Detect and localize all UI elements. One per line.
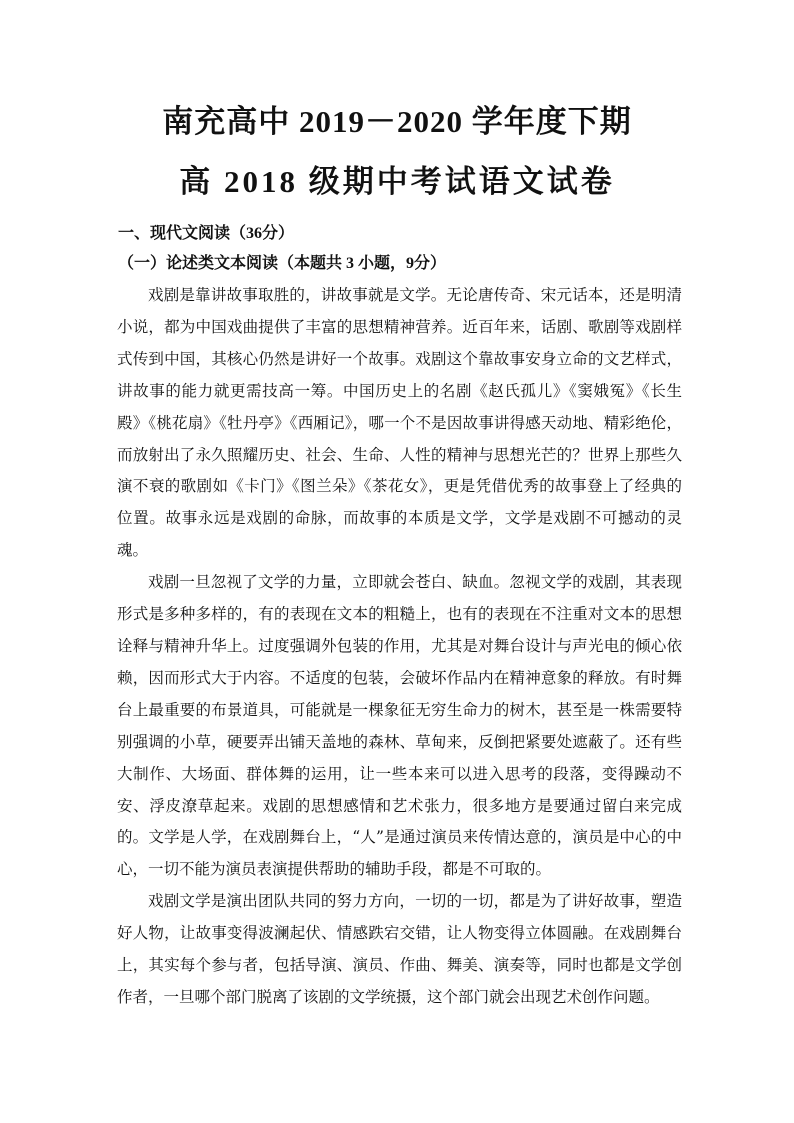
exam-subtitle: 高 2018 级期中考试语文试卷: [179, 164, 615, 199]
passage-paragraph-1: 戏剧是靠讲故事取胜的，讲故事就是文学。无论唐传奇、宋元话本，还是明清小说，都为中国戏曲提供了丰富的思想精神营养。近百年来，话剧、歌剧等戏剧样式传到中国，其核心仍然是讲好一个故事。戏剧这个靠故事安身立命的文艺样式，讲故事的能力就更需技高一筹。中国历史上的名剧《赵氏孤儿》《窦娥冤》《长生殿》《桃花扇》《牡丹亭》《西厢记》，哪一个不是因故事讲得感天动地、精彩绝伦，而放射出了永久照耀历史、社会、生命、人性的精神与思想光芒的？世界上那些久演不衰的歌剧如《卡门》《图兰朵》《茶花女》，更是凭借优秀的故事登上了经典的位置。故事永远是戏剧的命脉，而故事的本质是文学，文学是戏剧不可撼动的灵魂。: [117, 286, 682, 560]
passage-paragraph-3: 戏剧文学是演出团队共同的努力方向，一切的一切，都是为了讲好故事，塑造好人物，让故事变得波澜起伏、情感跌宕交错，让人物变得立体圆融。在戏剧舞台上，其实每个参与者，包括导演、演员、作曲、舞美、演奏等，同时也都是文学创作者，一旦哪个部门脱离了该剧的文学统摄，这个部门就会出现艺术创作问题。: [117, 892, 682, 1006]
subsection-heading: （一）论述类文本阅读（本题共 3 小题，9分）: [118, 255, 447, 272]
section-heading: 一、现代文阅读（36分）: [118, 225, 295, 242]
exam-title: 南充高中 2019－2020 学年度下期: [162, 104, 632, 139]
passage-paragraph-2: 戏剧一旦忽视了文学的力量，立即就会苍白、缺血。忽视文学的戏剧，其表现形式是多种多样的，有的表现在文本的粗糙上，也有的表现在不注重对文本的思想诠释与精神升华上。过度强调外包装的作用，尤其是对舞台设计与声光电的倾心依赖，因而形式大于内容。不适度的包装，会破坏作品内在精神意象的释放。有时舞台上最重要的布景道具，可能就是一棵象征无穷生命力的树木，甚至是一株需要特别强调的小草，硬要弄出铺天盖地的森林、草甸来，反倒把紧要处遮蔽了。还有些大制作、大场面、群体舞的运用，让一些本来可以进入思考的段落，变得躁动不安、浮皮潦草起来。戏剧的思想感情和艺术张力，很多地方是要通过留白来完成的。文学是人学，在戏剧舞台上，“人”是通过演员来传情达意的，演员是中心的中心，一切不能为演员表演提供帮助的辅助手段，都是不可取的。: [117, 573, 682, 879]
reading-passage: [117, 280, 682, 1014]
